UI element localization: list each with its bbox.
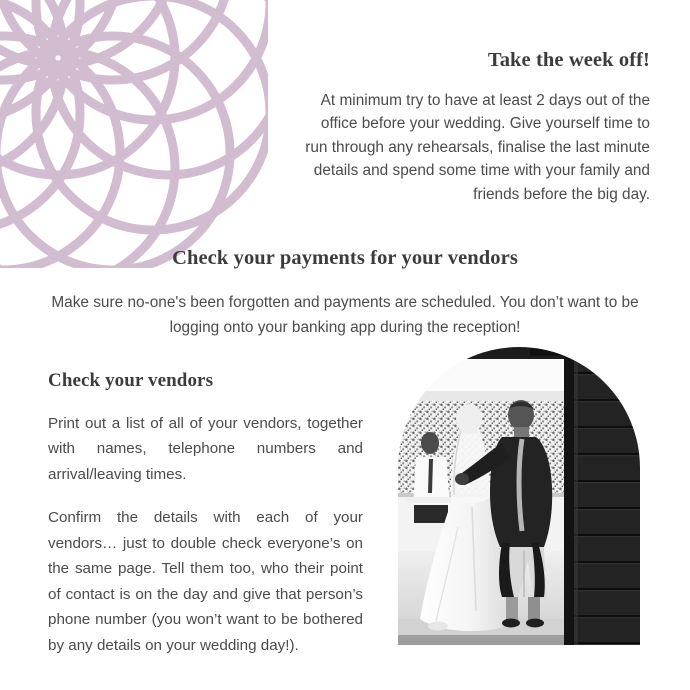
rosette-mandala-icon: [0, 0, 268, 268]
wedding-couple-photo: [398, 347, 640, 645]
week-off-body: At minimum try to have at least 2 days out of the office before your wedding. Give yourself time to run through any rehearsals, finalise the last minute details and spend some time with your family and friends before the big day.: [305, 91, 650, 203]
section-take-the-week-off: [300, 48, 650, 206]
payments-heading: Check your payments for your vendors: [172, 247, 518, 269]
vendors-paragraph-1: Print out a list of all of your vendors, together with names, telephone numbers and arrival/leaving times.: [48, 414, 363, 483]
vendors-heading: Check your vendors: [48, 370, 214, 391]
vendors-paragraph-2: Confirm the details with each of your vendors… just to double check everyone’s on the same page. Tell them too, who their point of contact is on the day and give that person’s phone number (you won’t want to be bothered by any details on your wedding day!).: [48, 509, 363, 654]
week-off-heading: Take the week off!: [487, 49, 650, 71]
section-check-your-payments: [30, 246, 660, 340]
section-check-your-vendors: [48, 370, 363, 658]
payments-body: Make sure no-one's been forgotten and payments are scheduled. You don’t want to be logging onto your banking app during the reception!: [51, 293, 639, 336]
